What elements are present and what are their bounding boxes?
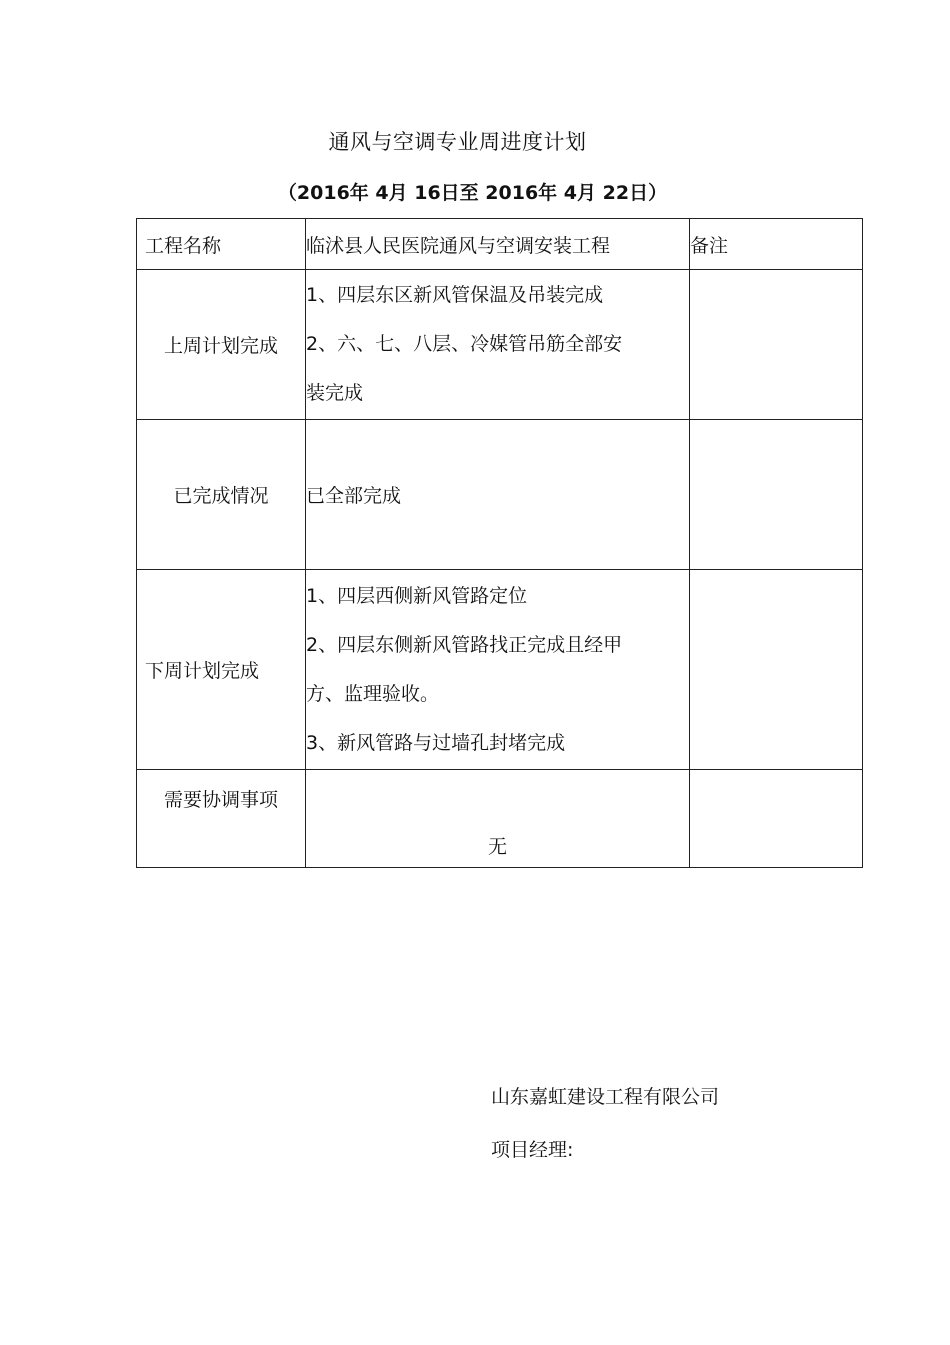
coordination-cell xyxy=(306,770,690,868)
next-week-remark xyxy=(690,570,863,770)
table-row xyxy=(137,219,863,270)
progress-table xyxy=(136,218,863,868)
list-item: 1、四层西侧新风管路定位 xyxy=(306,584,528,607)
table-row xyxy=(137,420,863,570)
project-name-value: 临沭县人民医院通风与空调安装工程 xyxy=(306,219,690,270)
table-row xyxy=(137,770,863,868)
table-row xyxy=(137,270,863,420)
list-item: 2、六、七、八层、冷媒管吊筋全部安 xyxy=(306,333,623,355)
completed-value: 已全部完成 xyxy=(306,420,690,570)
project-manager-label: 项目经理: xyxy=(491,1139,574,1161)
list-item: 装完成 xyxy=(306,382,364,404)
list-item: 1、四层东区新风管保温及吊装完成 xyxy=(306,284,604,306)
coordination-remark xyxy=(690,770,863,868)
coordination-value: 无 xyxy=(487,836,507,858)
completed-label: 已完成情况 xyxy=(137,420,306,570)
last-week-remark xyxy=(690,270,863,420)
completed-remark xyxy=(690,420,863,570)
remark-header: 备注 xyxy=(690,219,863,270)
coordination-label: 需要协调事项 xyxy=(163,789,278,811)
next-week-label: 下周计划完成 xyxy=(137,570,306,770)
next-week-content xyxy=(306,570,690,770)
list-item: 3、新风管路与过墙孔封堵完成 xyxy=(306,731,566,754)
project-name-label: 工程名称 xyxy=(137,219,306,270)
list-item: 2、四层东侧新风管路找正完成且经甲 xyxy=(306,633,623,656)
list-item: 方、监理验收。 xyxy=(306,682,440,705)
coordination-label-cell xyxy=(137,770,306,868)
last-week-content xyxy=(306,270,690,420)
company-name: 山东嘉虹建设工程有限公司 xyxy=(491,1086,720,1108)
last-week-label: 上周计划完成 xyxy=(137,270,306,420)
table-row xyxy=(137,570,863,770)
date-range: （2016年 4月 16日至 2016年 4月 22日） xyxy=(277,182,668,204)
document-title: 通风与空调专业周进度计划 xyxy=(328,130,587,154)
